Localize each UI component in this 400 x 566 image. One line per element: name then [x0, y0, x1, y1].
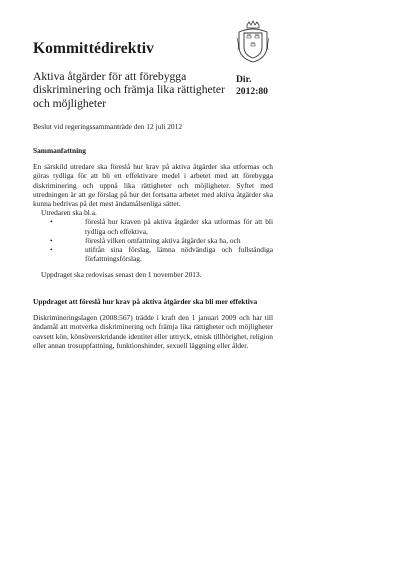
summary-bullet-list [33, 217, 273, 263]
bullet-item: • utifrån sina förslag, lämna nödvändiga och fullständiga författningsförslag. [50, 245, 273, 264]
bullet-item: • föreslå vilken omfattning aktiva åtgärder ska ha, och [50, 235, 241, 245]
coat-of-arms-icon [236, 20, 270, 64]
bullet-item: • föreslå hur kraven på aktiva åtgärder ska utformas för att bli tydliga och effektiva, [50, 217, 273, 236]
bullet-icon: • [50, 235, 53, 245]
bullet-icon: • [50, 217, 53, 227]
assignment-paragraph: Diskrimineringslagen (2008:567) trädde i kraft den 1 januari 2009 och har till ändamål att motverka diskriminering och främja lika rättigheter och möjligheter oavsett kön, könsöverskridande identitet eller uttryck, etnisk tillhörighet, religion eller annan trosuppfattning, funktionshinder, sexuell läggning eller ålder. [33, 313, 273, 350]
summary-section [33, 146, 273, 280]
summary-heading: Sammanfattning [33, 146, 86, 155]
directive-label: Dir. [236, 74, 252, 85]
document-type-heading: Kommittédirektiv [33, 40, 154, 57]
bullet-icon: • [50, 245, 53, 255]
directive-number-block [236, 74, 268, 97]
decision-line: Beslut vid regeringssammanträde den 12 juli 2012 [33, 122, 183, 131]
deadline-paragraph: Uppdraget ska redovisas senast den 1 november 2013. [41, 270, 202, 280]
assignment-section [33, 297, 273, 350]
summary-paragraph: En särskild utredare ska föreslå hur krav på aktiva åtgärder ska utformas och göras tydliga för att bli ett effektivare medel i arbetet med att förebygga diskriminering och uppnå lika rättigheter och möjligheter. Syftet med utredningen är att ge förslag på hur det fortsatta arbetet med aktiva åtgärder ska kunna bedrivas på det mest ändamålsenliga sättet. [33, 162, 273, 209]
assignment-heading: Uppdraget att föreslå hur krav på aktiva åtgärder ska bli mer effektiva [33, 297, 258, 306]
summary-lead: Utredaren ska bl.a. [41, 208, 97, 218]
document-title: Aktiva åtgärder för att förebygga diskriminering och främja lika rättigheter och möjligheter [33, 70, 225, 110]
directive-number: 2012:80 [236, 85, 268, 97]
